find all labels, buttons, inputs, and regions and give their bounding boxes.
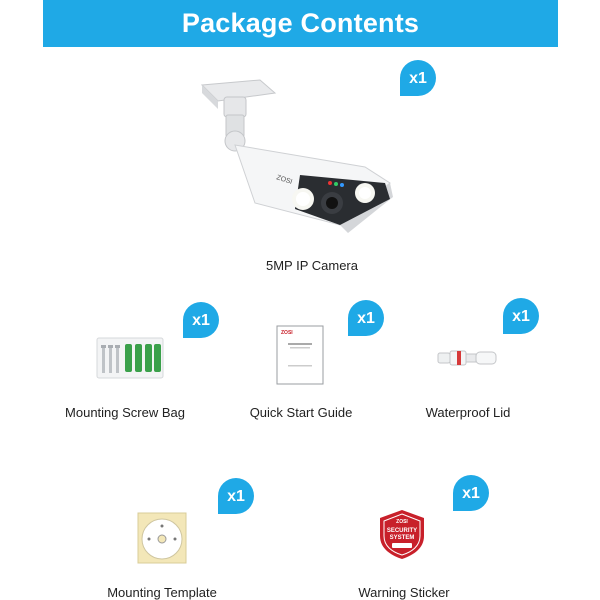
template-label: Mounting Template (107, 585, 217, 600)
camera-quantity-badge: x1 (400, 60, 436, 96)
screw-bag-label: Mounting Screw Bag (65, 405, 185, 420)
ip-camera-image (190, 75, 405, 235)
screw-bag-item (96, 337, 164, 379)
sticker-line1: SECURITY (386, 528, 418, 534)
screw-bag-quantity-badge: x1 (183, 302, 219, 338)
quick-start-guide-image (276, 325, 324, 385)
sticker-item (376, 508, 428, 560)
sticker-label: Warning Sticker (358, 585, 450, 600)
lid-item (436, 346, 500, 370)
screw-bag-image (96, 337, 164, 379)
guide-label: Quick Start Guide (249, 405, 353, 420)
sticker-brand: ZOSI (396, 519, 408, 525)
lid-quantity-badge: x1 (503, 298, 539, 334)
sticker-quantity-badge: x1 (453, 475, 489, 511)
warning-sticker-image (376, 508, 428, 560)
guide-item (276, 325, 324, 385)
guide-quantity-badge: x1 (348, 300, 384, 336)
mounting-template-image (137, 512, 187, 564)
page-title: Package Contents (181, 8, 420, 38)
camera-item (190, 75, 405, 235)
sticker-line2: SYSTEM (389, 535, 415, 541)
template-item (137, 512, 187, 564)
camera-label: 5MP IP Camera (265, 258, 359, 273)
waterproof-lid-image (436, 346, 500, 370)
guide-brand: ZOSI (281, 330, 293, 336)
lid-label: Waterproof Lid (425, 405, 511, 420)
package-contents-header (43, 0, 558, 47)
camera-brand: ZOSI (275, 174, 294, 186)
template-quantity-badge: x1 (218, 478, 254, 514)
